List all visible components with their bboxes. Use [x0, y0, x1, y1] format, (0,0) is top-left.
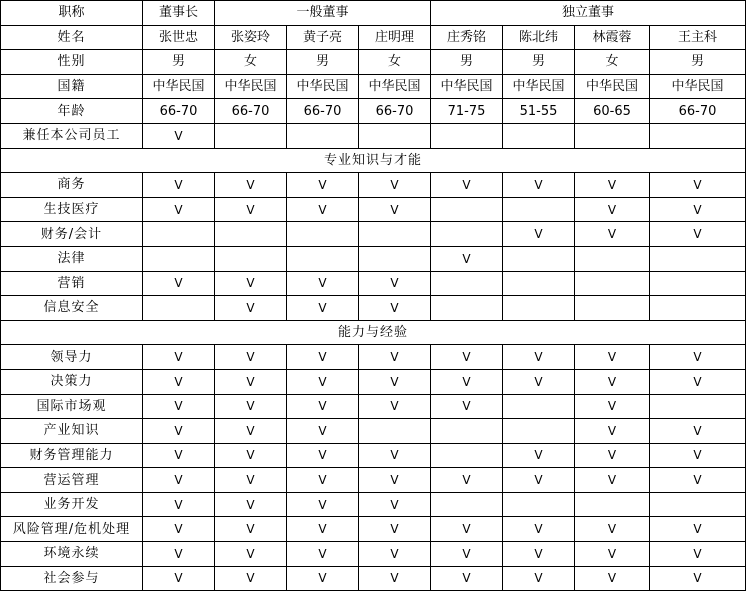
- skill-row: [1, 542, 746, 567]
- row-label: 财务管理能力: [1, 443, 143, 468]
- check-cell: [650, 246, 746, 271]
- check-cell: [431, 222, 503, 247]
- skill-row: [1, 394, 746, 419]
- skill-row: [1, 517, 746, 542]
- row-label: 商务: [1, 173, 143, 198]
- row-label: 生技医疗: [1, 197, 143, 222]
- info-cell: 66-70: [287, 99, 359, 124]
- check-cell: [431, 296, 503, 321]
- info-cell: 66-70: [215, 99, 287, 124]
- check-cell: V: [143, 197, 215, 222]
- check-cell: V: [575, 517, 650, 542]
- check-cell: V: [287, 443, 359, 468]
- check-cell: V: [575, 419, 650, 444]
- info-cell: 庄明理: [359, 25, 431, 50]
- check-cell: V: [287, 394, 359, 419]
- check-cell: V: [143, 468, 215, 493]
- check-cell: [143, 246, 215, 271]
- row-label: 营运管理: [1, 468, 143, 493]
- row-label: 决策力: [1, 369, 143, 394]
- row-label: 年龄: [1, 99, 143, 124]
- check-cell: V: [650, 419, 746, 444]
- check-cell: V: [359, 542, 431, 567]
- check-cell: V: [143, 492, 215, 517]
- info-cell: 中华民国: [575, 74, 650, 99]
- check-cell: V: [215, 566, 287, 591]
- skill-row: [1, 271, 746, 296]
- check-cell: V: [215, 296, 287, 321]
- row-label: 业务开发: [1, 492, 143, 517]
- check-cell: V: [143, 394, 215, 419]
- check-cell: [650, 492, 746, 517]
- check-cell: V: [575, 197, 650, 222]
- info-cell: 男: [650, 50, 746, 75]
- check-cell: V: [431, 468, 503, 493]
- check-cell: V: [287, 542, 359, 567]
- check-cell: V: [215, 443, 287, 468]
- row-label: 法律: [1, 246, 143, 271]
- check-cell: V: [650, 345, 746, 370]
- info-cell: 中华民国: [650, 74, 746, 99]
- check-cell: V: [287, 468, 359, 493]
- check-cell: V: [359, 394, 431, 419]
- check-cell: [575, 271, 650, 296]
- check-cell: V: [287, 271, 359, 296]
- check-cell: V: [143, 517, 215, 542]
- check-cell: [431, 271, 503, 296]
- header-independent: 独立董事: [431, 1, 746, 26]
- skill-row: [1, 246, 746, 271]
- check-cell: [359, 123, 431, 148]
- check-cell: V: [575, 394, 650, 419]
- info-cell: 女: [575, 50, 650, 75]
- check-cell: V: [503, 369, 575, 394]
- info-cell: 庄秀铭: [431, 25, 503, 50]
- check-cell: V: [503, 517, 575, 542]
- info-cell: 女: [359, 50, 431, 75]
- check-cell: [287, 246, 359, 271]
- check-cell: V: [359, 173, 431, 198]
- check-cell: V: [503, 345, 575, 370]
- info-cell: 男: [503, 50, 575, 75]
- row-gender: [1, 50, 746, 75]
- check-cell: [575, 296, 650, 321]
- row-label: 信息安全: [1, 296, 143, 321]
- check-cell: V: [650, 443, 746, 468]
- info-cell: 66-70: [650, 99, 746, 124]
- check-cell: V: [215, 369, 287, 394]
- check-cell: V: [431, 173, 503, 198]
- check-cell: V: [650, 197, 746, 222]
- section-title: 能力与经验: [1, 320, 746, 345]
- info-cell: 中华民国: [431, 74, 503, 99]
- title-label: 职称: [1, 1, 143, 26]
- check-cell: V: [575, 345, 650, 370]
- check-cell: V: [575, 566, 650, 591]
- info-cell: 男: [143, 50, 215, 75]
- check-cell: [431, 197, 503, 222]
- check-cell: V: [431, 369, 503, 394]
- check-cell: V: [431, 345, 503, 370]
- info-cell: 黄子亮: [287, 25, 359, 50]
- check-cell: [359, 222, 431, 247]
- check-cell: V: [503, 443, 575, 468]
- check-cell: V: [359, 517, 431, 542]
- check-cell: V: [359, 468, 431, 493]
- check-cell: [503, 197, 575, 222]
- info-cell: 张姿玲: [215, 25, 287, 50]
- info-cell: 林霞蓉: [575, 25, 650, 50]
- check-cell: [650, 394, 746, 419]
- check-cell: V: [503, 566, 575, 591]
- check-cell: V: [431, 542, 503, 567]
- check-cell: V: [431, 517, 503, 542]
- check-cell: V: [359, 296, 431, 321]
- check-cell: V: [215, 345, 287, 370]
- check-cell: V: [650, 542, 746, 567]
- check-cell: V: [287, 345, 359, 370]
- info-cell: 66-70: [359, 99, 431, 124]
- row-label: 营销: [1, 271, 143, 296]
- row-label: 领导力: [1, 345, 143, 370]
- check-cell: [575, 123, 650, 148]
- check-cell: V: [431, 394, 503, 419]
- section-header-row: [1, 320, 746, 345]
- row-name: [1, 25, 746, 50]
- skill-row: [1, 345, 746, 370]
- row-label: 姓名: [1, 25, 143, 50]
- check-cell: V: [215, 197, 287, 222]
- row-label: 风险管理/危机处理: [1, 517, 143, 542]
- row-age: [1, 99, 746, 124]
- check-cell: [503, 123, 575, 148]
- check-cell: [143, 296, 215, 321]
- check-cell: V: [575, 222, 650, 247]
- check-cell: V: [215, 419, 287, 444]
- info-cell: 男: [431, 50, 503, 75]
- check-cell: V: [650, 173, 746, 198]
- skill-row: [1, 173, 746, 198]
- check-cell: [431, 443, 503, 468]
- row-label: 环境永续: [1, 542, 143, 567]
- skill-row: [1, 566, 746, 591]
- check-cell: V: [359, 566, 431, 591]
- section-header-row: [1, 148, 746, 173]
- check-cell: V: [650, 369, 746, 394]
- check-cell: V: [215, 542, 287, 567]
- check-cell: V: [143, 566, 215, 591]
- info-cell: 中华民国: [215, 74, 287, 99]
- check-cell: [215, 123, 287, 148]
- check-cell: [650, 271, 746, 296]
- row-label: 兼任本公司员工: [1, 123, 143, 148]
- check-cell: V: [143, 173, 215, 198]
- skill-row: [1, 492, 746, 517]
- check-cell: [431, 419, 503, 444]
- info-cell: 60-65: [575, 99, 650, 124]
- info-cell: 中华民国: [359, 74, 431, 99]
- skill-row: [1, 197, 746, 222]
- info-cell: 中华民国: [143, 74, 215, 99]
- row-label: 性别: [1, 50, 143, 75]
- check-cell: V: [215, 173, 287, 198]
- info-cell: 陈北纬: [503, 25, 575, 50]
- check-cell: V: [575, 542, 650, 567]
- check-cell: V: [575, 369, 650, 394]
- info-cell: 男: [287, 50, 359, 75]
- check-cell: [503, 419, 575, 444]
- check-cell: [503, 296, 575, 321]
- check-cell: V: [143, 369, 215, 394]
- check-cell: V: [215, 394, 287, 419]
- check-cell: [215, 246, 287, 271]
- check-cell: [503, 394, 575, 419]
- info-cell: 中华民国: [503, 74, 575, 99]
- check-cell: V: [575, 173, 650, 198]
- row-label: 产业知识: [1, 419, 143, 444]
- check-cell: V: [503, 173, 575, 198]
- skill-row: [1, 419, 746, 444]
- section-title: 专业知识与才能: [1, 148, 746, 173]
- check-cell: V: [359, 271, 431, 296]
- info-cell: 女: [215, 50, 287, 75]
- check-cell: [359, 419, 431, 444]
- check-cell: V: [143, 271, 215, 296]
- row-employee: [1, 123, 746, 148]
- check-cell: [143, 222, 215, 247]
- check-cell: [359, 246, 431, 271]
- check-cell: V: [215, 468, 287, 493]
- check-cell: V: [503, 542, 575, 567]
- info-cell: 51-55: [503, 99, 575, 124]
- check-cell: [503, 271, 575, 296]
- skill-row: [1, 443, 746, 468]
- check-cell: V: [287, 369, 359, 394]
- info-cell: 71-75: [431, 99, 503, 124]
- check-cell: V: [143, 443, 215, 468]
- check-cell: V: [431, 246, 503, 271]
- check-cell: [503, 492, 575, 517]
- check-cell: [431, 492, 503, 517]
- check-cell: V: [650, 517, 746, 542]
- check-cell: V: [215, 492, 287, 517]
- row-label: 国籍: [1, 74, 143, 99]
- check-cell: V: [287, 419, 359, 444]
- info-cell: 66-70: [143, 99, 215, 124]
- check-cell: V: [431, 566, 503, 591]
- skill-row: [1, 468, 746, 493]
- info-cell: 王主科: [650, 25, 746, 50]
- row-label: 社会参与: [1, 566, 143, 591]
- check-cell: V: [650, 468, 746, 493]
- check-cell: [575, 492, 650, 517]
- check-cell: V: [287, 517, 359, 542]
- check-cell: V: [650, 222, 746, 247]
- check-cell: V: [287, 296, 359, 321]
- skill-row: [1, 222, 746, 247]
- check-cell: V: [359, 492, 431, 517]
- check-cell: V: [215, 271, 287, 296]
- check-cell: V: [359, 197, 431, 222]
- check-cell: V: [143, 345, 215, 370]
- check-cell: V: [359, 369, 431, 394]
- check-cell: V: [143, 123, 215, 148]
- skill-row: [1, 369, 746, 394]
- info-cell: 中华民国: [287, 74, 359, 99]
- check-cell: [650, 123, 746, 148]
- check-cell: V: [287, 197, 359, 222]
- check-cell: V: [359, 443, 431, 468]
- check-cell: V: [503, 222, 575, 247]
- check-cell: V: [650, 566, 746, 591]
- check-cell: V: [575, 468, 650, 493]
- check-cell: V: [143, 542, 215, 567]
- check-cell: V: [503, 468, 575, 493]
- info-cell: 张世忠: [143, 25, 215, 50]
- row-label: 国际市场观: [1, 394, 143, 419]
- header-chair: 董事长: [143, 1, 215, 26]
- skill-row: [1, 296, 746, 321]
- check-cell: [287, 123, 359, 148]
- check-cell: V: [287, 492, 359, 517]
- check-cell: [503, 246, 575, 271]
- row-label: 财务/会计: [1, 222, 143, 247]
- check-cell: V: [359, 345, 431, 370]
- check-cell: [431, 123, 503, 148]
- check-cell: [575, 246, 650, 271]
- check-cell: [650, 296, 746, 321]
- check-cell: [287, 222, 359, 247]
- header-general: 一般董事: [215, 1, 431, 26]
- check-cell: V: [575, 443, 650, 468]
- check-cell: V: [143, 419, 215, 444]
- row-nationality: [1, 74, 746, 99]
- check-cell: V: [287, 173, 359, 198]
- check-cell: V: [215, 517, 287, 542]
- check-cell: V: [287, 566, 359, 591]
- header-row: [1, 1, 746, 26]
- check-cell: [215, 222, 287, 247]
